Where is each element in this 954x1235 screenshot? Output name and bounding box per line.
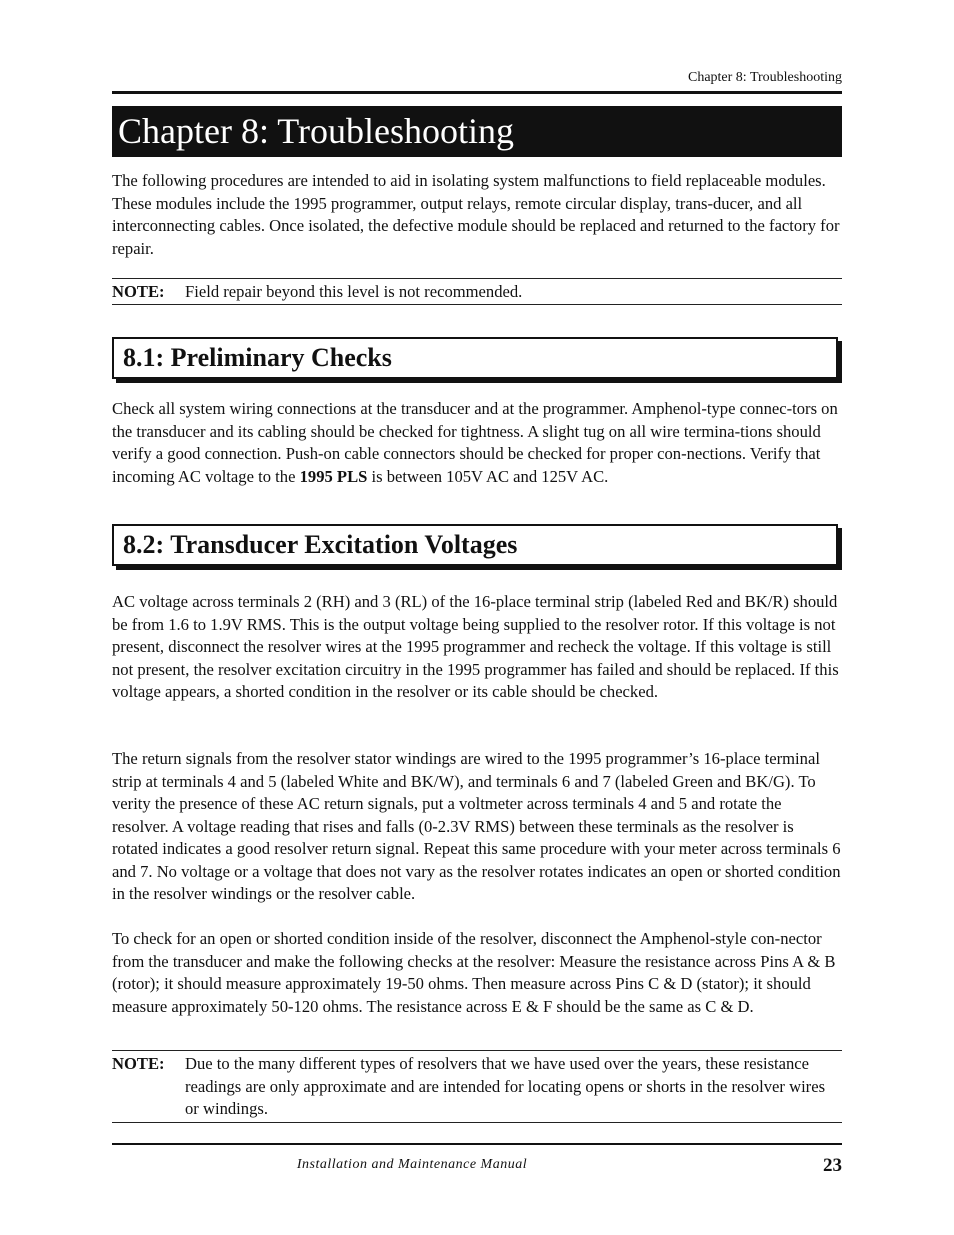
- paragraph-text-tail: is between 105V AC and 125V AC.: [367, 466, 609, 486]
- section-heading-preliminary-checks: 8.1: Preliminary Checks: [112, 337, 838, 379]
- chapter-title: Chapter 8: Troubleshooting: [112, 106, 842, 157]
- note-text: Field repair beyond this level is not recommended.: [185, 282, 523, 301]
- excitation-paragraph-2: The return signals from the resolver stator windings are wired to the 1995 programmer’s 16-place terminal strip at terminals 4 and 5 (labeled White and BK/W), and terminals 6 and 7 (labeled Green and BK/G). To verity the presence of these AC return signals, put a voltmeter across terminals 4 and 5 and rotate the resolver. A voltage reading that rises and falls (0-2.3V RMS) between these terminals as the resolver is rotated indicates a good resolver return signal. Repeat this same procedure with your meter across terminals 6 and 7. No voltage or a voltage that does not vary as the resolver rotates indicates an open or shorted condition in the resolver windings or the resolver cable.: [112, 749, 841, 903]
- preliminary-checks-paragraph: [112, 398, 842, 488]
- excitation-paragraph-1: AC voltage across terminals 2 (RH) and 3 (RL) of the 16-place terminal strip (labeled Red and BK/R) should be from 1.6 to 1.9V RMS. This is the output voltage being supplied to the resolver rotor. If this voltage is not present, disconnect the resolver wires at the 1995 programmer and recheck the voltage. If this voltage is still not present, the resolver excitation circuitry in the 1995 programmer has failed and should be replaced. If this voltage appears, a shorted condition in the resolver or its cable should be checked.: [112, 592, 839, 701]
- excitation-paragraph-3: To check for an open or shorted condition inside of the resolver, disconnect the Amphenol-style con-nector from the transducer and make the following checks at the resolver: Measure the resistance across Pins A & B (rotor); it should measure approximately 19-50 ohms. Then measure across Pins C & D (stator); it should measure approximately 50-120 ohms. The resistance across E & F should be the same as C & D.: [112, 929, 836, 1016]
- note-field-repair: [112, 278, 842, 305]
- page-number: 23: [823, 1155, 842, 1176]
- note-text: Due to the many different types of resolvers that we have used over the years, these resistance readings are only approximate and are intended for locating opens or shorts in the resolver wires or windings.: [185, 1054, 826, 1118]
- footer-rule: [112, 1143, 842, 1145]
- running-header: Chapter 8: Troubleshooting: [687, 70, 842, 85]
- note-label: NOTE:: [112, 1054, 165, 1073]
- note-resistance-readings: [112, 1050, 842, 1123]
- intro-paragraph: The following procedures are intended to aid in isolating system malfunctions to field replaceable modules. These modules include the 1995 programmer, output relays, remote circular display, trans-ducer, and all interconnecting cables. Once isolated, the defective module should be replaced and returned to the factory for repair.: [112, 171, 840, 258]
- section-heading-transducer-excitation: 8.2: Transducer Excitation Voltages: [112, 524, 838, 566]
- paragraph-text-lead: Check all system wiring connections at the transducer and at the programmer. Amphenol-type connec-tors on the transducer and its cabling should be checked for tightness. A slight tug on all wire termina-tions should verify a good connection. Push-on cable connectors should be checked for proper con-nections. Verify that incoming AC voltage to the: [112, 399, 838, 486]
- note-label: NOTE:: [112, 282, 165, 301]
- header-rule: [112, 91, 842, 94]
- product-name: 1995 PLS: [299, 466, 368, 486]
- footer-manual-title: Installation and Maintenance Manual: [296, 1157, 528, 1172]
